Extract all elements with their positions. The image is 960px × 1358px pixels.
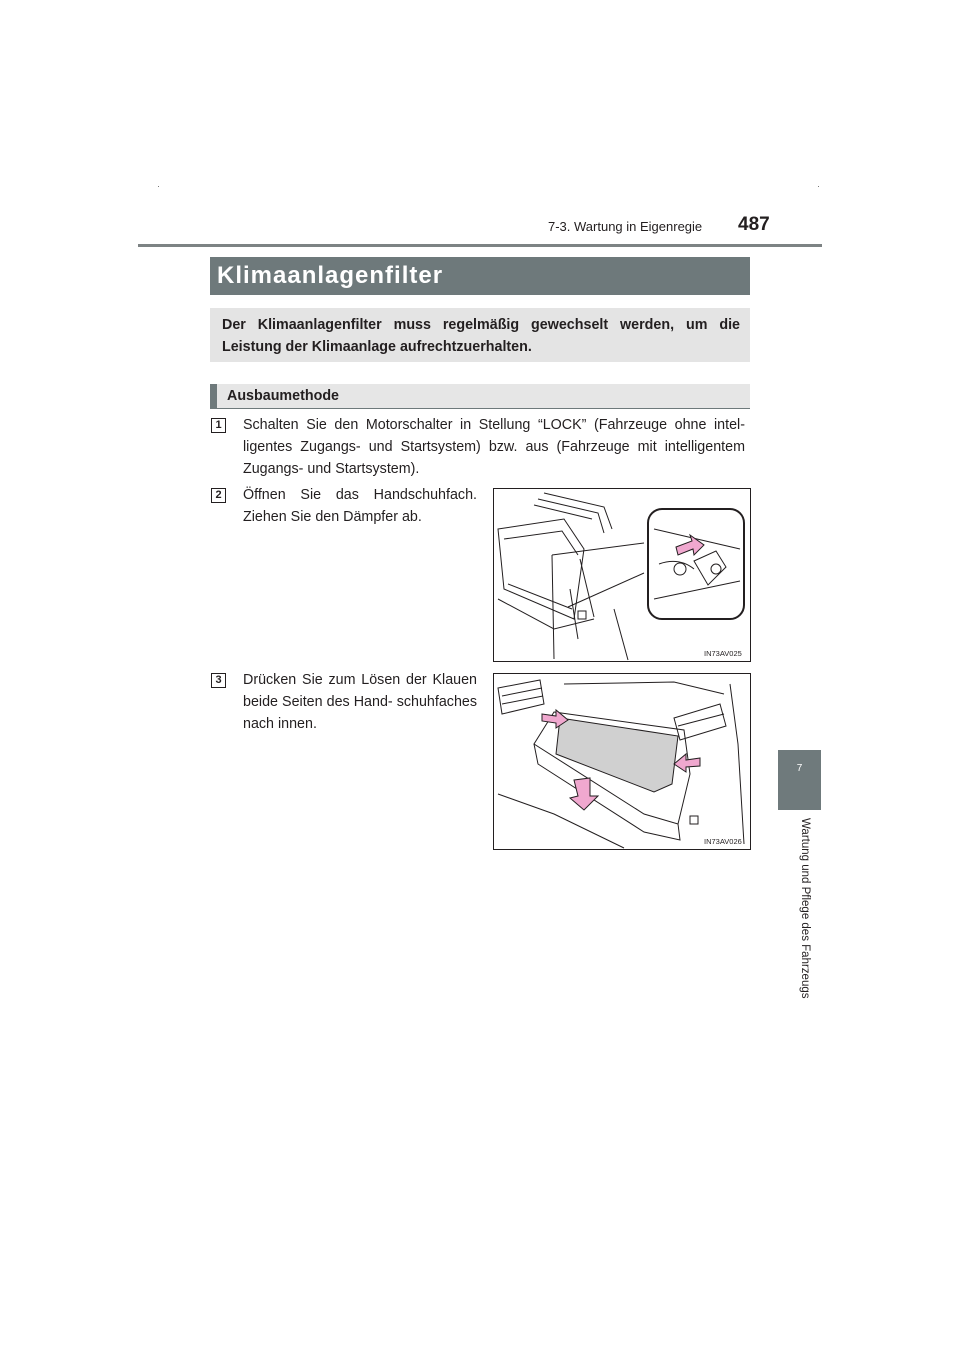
step-3-number: 3 [211,673,226,688]
chapter-tab [778,750,821,810]
step-2-number: 2 [211,488,226,503]
chapter-number: 7 [796,763,803,774]
subsection-heading [210,384,750,409]
figure-code: IN73AV025 [704,649,742,658]
crop-mark [158,186,159,187]
figure-code: IN73AV026 [704,837,742,846]
running-header-section: 7-3. Wartung in Eigenregie [548,219,703,234]
glovebox-damper-illustration [494,489,750,661]
crop-mark [818,186,819,187]
figure-glovebox-release [493,673,751,850]
header-divider [138,244,822,247]
step-3-text: Drücken Sie zum Lösen der Klauen beide Seiten des Hand- schuhfaches nach innen. [243,672,477,732]
figure-glovebox-damper [493,488,751,662]
page-title: Klimaanlagenfilter [217,262,444,289]
page-number: 487 [738,214,770,235]
glovebox-release-illustration [494,674,750,849]
step-2-text: Öffnen Sie das Handschuhfach. Ziehen Sie den Dämpfer ab. [243,487,477,525]
step-1-text: Schalten Sie den Motorschalter in Stellung “LOCK” (Fahrzeuge ohne intel- ligentes Zugangs- und Startsystem) bzw. aus (Fahrzeuge mit intelligentem Zugangs- und Startsystem). [243,417,745,477]
step-1-number: 1 [211,418,226,433]
intro-text: Der Klimaanlagenfilter muss regelmäßig gewechselt werden, um die Leistung der Klimaanlage aufrechtzuerhalten. [222,317,740,355]
subsection-label: Ausbaumethode [227,388,340,404]
chapter-title: Wartung und Pflege des Fahrzeugs [799,818,811,999]
subsection-accent [210,384,217,408]
